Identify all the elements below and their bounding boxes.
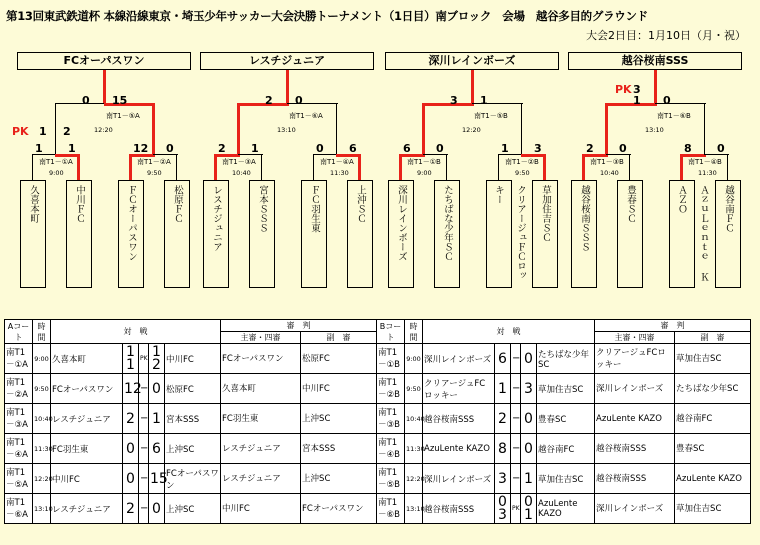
match-label-1-2: 南T1－②A (137, 158, 171, 166)
final-left-score-2: 2 (265, 94, 273, 107)
team-name: 深川レインボーズ (396, 185, 407, 261)
final-label-3: 南T1－⑤B (474, 112, 508, 120)
pk-marker (511, 404, 521, 434)
final-right-score-3: 1 (480, 94, 488, 107)
home-team: 越谷桜南SSS (423, 494, 495, 524)
pk-left-4: 3 (633, 83, 641, 96)
match-label-2-1: 南T1－③A (222, 158, 256, 166)
final-left-line-4 (606, 103, 657, 106)
away-team: たちばな少年SC (537, 344, 595, 374)
match-code: 南T1－③B (377, 404, 405, 434)
semi-left-stem-3 (422, 103, 425, 154)
home-score: 6 (495, 344, 511, 374)
pk-right-1: 2 (63, 125, 71, 138)
away-score-top: 1 (152, 343, 161, 360)
match-time-1-2: 9:50 (147, 169, 162, 177)
a-sub-ref-header: 副 審 (301, 332, 377, 344)
match-right-score-1-1: 1 (68, 142, 76, 155)
final-right-score-4: 0 (663, 94, 671, 107)
away-score-bottom: 2 (152, 356, 161, 373)
team-stem-4-3 (680, 154, 683, 180)
match-time-2-2: 11:30 (330, 169, 349, 177)
main-referee: レスチジュニア (221, 464, 301, 494)
final-stem-4 (654, 70, 657, 103)
sub-referee: 越谷南FC (675, 404, 751, 434)
match-right-score-3-1: 0 (436, 142, 444, 155)
champion-box-4: 越谷桜南SSS (568, 52, 742, 70)
champion-box-1: FCオーパスワン (17, 52, 191, 70)
final-left-line-1 (55, 103, 106, 104)
team-stem-1-1 (32, 154, 33, 180)
final-time-4: 13:10 (645, 126, 664, 134)
match-right-score-1-2: 0 (166, 142, 174, 155)
away-score: 15 (149, 464, 165, 494)
match-time: 12:20 (33, 464, 51, 494)
final-label-1: 南T1－⑤A (106, 112, 140, 120)
final-left-score-4: 1 (633, 94, 641, 107)
team-box-3-1 (388, 180, 414, 288)
away-team: 宮本SSS (165, 404, 221, 434)
team-stem-1-2 (77, 154, 80, 180)
schedule-row (377, 344, 751, 374)
match-right-score-2-2: 6 (349, 142, 357, 155)
pk-marker (139, 374, 149, 404)
home-score-top: 1 (126, 343, 135, 360)
match-label-1-1: 南T1－①A (39, 158, 73, 166)
match-code: 南T1－①B (377, 344, 405, 374)
schedule-row (5, 374, 377, 404)
main-referee: FC羽生東 (221, 404, 301, 434)
main-referee: AzuLente KAZO (595, 404, 675, 434)
team-box-1-3 (118, 180, 144, 288)
pk-marker (511, 374, 521, 404)
final-stem-2 (286, 70, 289, 103)
match-left-score-3-1: 6 (403, 142, 411, 155)
schedule-row (5, 404, 377, 434)
semi-left-stem-4 (605, 103, 608, 154)
b-court-header: Bコート (377, 320, 405, 344)
schedule-row (377, 434, 751, 464)
main-referee: 越谷桜南SSS (595, 434, 675, 464)
away-score: 0 (521, 434, 537, 464)
home-score: 2 (123, 494, 139, 524)
team-stem-2-2 (261, 154, 262, 180)
dash-separator: − (140, 503, 149, 514)
pk-marker (139, 464, 149, 494)
dash-separator: − (512, 413, 521, 424)
home-score: 3 (495, 464, 511, 494)
final-time-3: 12:20 (462, 126, 481, 134)
away-score (149, 344, 165, 374)
court-a-table (4, 319, 377, 524)
home-team: 深川レインボーズ (423, 344, 495, 374)
pk-marker (139, 434, 149, 464)
team-name: 宮本ＳＳＳ (257, 185, 268, 233)
a-time-header: 時間 (33, 320, 51, 344)
team-box-4-4 (715, 180, 741, 288)
b-main-ref-header: 主審・四審 (595, 332, 675, 344)
main-referee: クリアージュFCロッキー (595, 344, 675, 374)
team-stem-3-1 (399, 154, 402, 180)
match-code: 南T1－④A (5, 434, 33, 464)
pk-label-4: PK (615, 83, 632, 96)
home-score: 0 (123, 434, 139, 464)
main-referee: 深川レインボーズ (595, 494, 675, 524)
team-name: 草加住吉ＳＣ (540, 185, 551, 242)
dash-separator: − (140, 413, 149, 424)
team-name: ＡｚｕＬｅｎｔｅ ＫＡＺＯ (676, 185, 709, 282)
match-left-score-2-2: 0 (316, 142, 324, 155)
away-team: 草加住吉SC (537, 464, 595, 494)
a-referee-header: 審 判 (221, 320, 377, 332)
dash-separator: − (512, 443, 521, 454)
final-time-2: 13:10 (277, 126, 296, 134)
team-stem-2-4 (358, 154, 361, 180)
match-code: 南T1－③A (5, 404, 33, 434)
main-referee: レスチジュニア (221, 434, 301, 464)
home-team: クリアージュFCロッキー (423, 374, 495, 404)
away-score: 0 (149, 494, 165, 524)
team-name: クリアージュＦＣロッキー (493, 185, 526, 280)
home-team: 深川レインボーズ (423, 464, 495, 494)
main-referee: 中川FC (221, 494, 301, 524)
schedule-row (377, 494, 751, 524)
match-code: 南T1－⑤A (5, 464, 33, 494)
away-team: 豊春SC (537, 404, 595, 434)
home-score: 1 (495, 374, 511, 404)
team-stem-4-4 (727, 154, 728, 180)
home-team: FC羽生東 (51, 434, 123, 464)
schedule-row (377, 404, 751, 434)
champion-box-3: 深川レインボーズ (385, 52, 559, 70)
team-name: 中川ＦＣ (74, 185, 85, 223)
away-team: 草加住吉SC (537, 374, 595, 404)
match-label-3-1: 南T1－①B (407, 158, 441, 166)
schedule-row (5, 464, 377, 494)
away-score: 0 (521, 344, 537, 374)
team-box-4-3 (669, 180, 709, 288)
team-box-2-4 (347, 180, 373, 288)
team-name: 越谷桜南ＳＳＳ (579, 185, 590, 252)
match-time-2-1: 10:40 (232, 169, 251, 177)
home-team: FCオーパスワン (51, 374, 123, 404)
away-score (521, 494, 537, 524)
court-b-table (376, 319, 751, 524)
match-right-score-4-2: 0 (717, 142, 725, 155)
match-time-4-2: 11:30 (698, 169, 717, 177)
home-score: 2 (123, 404, 139, 434)
sub-referee: たちばな少年SC (675, 374, 751, 404)
match-left-score-4-1: 2 (586, 142, 594, 155)
team-name: 上沖ＳＣ (355, 185, 366, 223)
final-left-line-3 (423, 103, 474, 106)
dash-separator: − (512, 473, 521, 484)
home-team: レスチジュニア (51, 494, 123, 524)
schedule-row (377, 374, 751, 404)
pk-marker: PK (139, 344, 149, 374)
match-time-4-1: 10:40 (600, 169, 619, 177)
sub-referee: 草加住吉SC (675, 344, 751, 374)
away-score: 6 (149, 434, 165, 464)
team-box-2-2 (249, 180, 275, 288)
away-team: AzuLente KAZO (537, 494, 595, 524)
main-referee: 越谷桜南SSS (595, 464, 675, 494)
a-court-header: Aコート (5, 320, 33, 344)
match-label-4-1: 南T1－③B (590, 158, 624, 166)
home-score-top: 0 (498, 493, 507, 510)
b-time-header: 時間 (405, 320, 423, 344)
dash-separator: − (140, 443, 149, 454)
pk-marker (139, 494, 149, 524)
away-score: 0 (149, 374, 165, 404)
final-stem-1 (103, 70, 106, 103)
match-time: 9:00 (405, 344, 423, 374)
sub-referee: AzuLente KAZO (675, 464, 751, 494)
b-match-header: 対 戦 (423, 320, 595, 344)
home-score-bottom: 1 (126, 356, 135, 373)
match-right-score-3-2: 3 (534, 142, 542, 155)
match-code: 南T1－⑤B (377, 464, 405, 494)
team-name: 松原ＦＣ (172, 185, 183, 223)
team-name: 越谷南ＦＣ (723, 185, 734, 233)
team-stem-1-3 (129, 154, 132, 180)
team-box-3-3 (486, 180, 526, 288)
final-right-score-1: 15 (112, 94, 128, 107)
b-sub-ref-header: 副 審 (675, 332, 751, 344)
final-label-4: 南T1－⑥B (657, 112, 691, 120)
team-name: 豊春ＳＣ (625, 185, 636, 223)
away-score: 1 (521, 464, 537, 494)
match-right-score-4-1: 0 (619, 142, 627, 155)
away-team: 越谷南FC (537, 434, 595, 464)
match-time-1-1: 9:00 (49, 169, 64, 177)
team-name: レスチジュニア (211, 185, 222, 252)
match-time-3-2: 9:50 (515, 169, 530, 177)
team-stem-3-2 (446, 154, 447, 180)
a-match-header: 対 戦 (51, 320, 221, 344)
team-box-1-2 (66, 180, 92, 288)
match-time: 9:50 (405, 374, 423, 404)
team-box-2-3 (301, 180, 327, 288)
away-team: 松原FC (165, 374, 221, 404)
match-time: 11:30 (33, 434, 51, 464)
schedule-row (5, 434, 377, 464)
team-box-2-1 (203, 180, 229, 288)
semi-right-stem-3 (521, 103, 522, 154)
sub-referee: 宮本SSS (301, 434, 377, 464)
page-title: 第13回東武鉄道杯 本線沿線東京・埼玉少年サッカー大会決勝トーナメント（1日目）南ブロック 会場 越谷多目的グラウンド (6, 9, 648, 23)
team-box-4-1 (571, 180, 597, 288)
away-team: 上沖SC (165, 494, 221, 524)
final-label-2: 南T1－⑥A (289, 112, 323, 120)
match-left-score-1-2: 12 (133, 142, 149, 155)
home-team: AzuLente KAZO (423, 434, 495, 464)
team-box-1-1 (20, 180, 46, 288)
team-stem-4-2 (629, 154, 630, 180)
team-stem-2-3 (313, 154, 314, 180)
team-stem-4-1 (582, 154, 585, 180)
page-subtitle: 大会2日目：1月10日（月・祝） (586, 29, 746, 42)
team-box-3-2 (434, 180, 460, 288)
sub-referee: 上沖SC (301, 404, 377, 434)
home-score: 0 (123, 464, 139, 494)
match-time: 10:40 (405, 404, 423, 434)
semi-left-stem-2 (237, 103, 240, 154)
final-left-score-1: 0 (82, 94, 90, 107)
match-label-2-2: 南T1－④A (320, 158, 354, 166)
team-stem-3-4 (543, 154, 546, 180)
team-stem-1-4 (176, 154, 177, 180)
schedule-row (5, 344, 377, 374)
dash-separator: − (140, 473, 149, 484)
away-score-bottom: 1 (524, 506, 533, 523)
team-box-3-4 (532, 180, 558, 288)
main-referee: FCオーパスワン (221, 344, 301, 374)
away-team: FCオーパスワン (165, 464, 221, 494)
pk-left-1: 1 (39, 125, 47, 138)
match-label-3-2: 南T1－②B (505, 158, 539, 166)
sub-referee: 中川FC (301, 374, 377, 404)
match-code: 南T1－②B (377, 374, 405, 404)
home-score (495, 494, 511, 524)
team-name: ＦＣ羽生東 (309, 185, 320, 233)
home-team: 中川FC (51, 464, 123, 494)
sub-referee: 草加住吉SC (675, 494, 751, 524)
sub-referee: FCオーパスワン (301, 494, 377, 524)
final-left-score-3: 3 (450, 94, 458, 107)
pk-marker (511, 434, 521, 464)
match-time-3-1: 9:00 (417, 169, 432, 177)
sub-referee: 上沖SC (301, 464, 377, 494)
match-time: 13:10 (405, 494, 423, 524)
main-referee: 深川レインボーズ (595, 374, 675, 404)
match-right-score-2-1: 1 (251, 142, 259, 155)
final-left-line-2 (238, 103, 289, 106)
match-code: 南T1－⑥A (5, 494, 33, 524)
semi-left-stem-1 (55, 103, 56, 154)
sub-referee: 豊春SC (675, 434, 751, 464)
team-name: 久喜本町 (28, 185, 39, 223)
match-code: 南T1－②A (5, 374, 33, 404)
home-team: 越谷桜南SSS (423, 404, 495, 434)
match-time: 11:30 (405, 434, 423, 464)
pk-marker (139, 404, 149, 434)
pk-marker: PK (511, 494, 521, 524)
schedule-row (377, 464, 751, 494)
b-referee-header: 審 判 (595, 320, 751, 332)
home-team: 久喜本町 (51, 344, 123, 374)
away-score: 0 (521, 404, 537, 434)
match-left-score-1-1: 1 (35, 142, 43, 155)
home-score-bottom: 3 (498, 506, 507, 523)
team-box-1-4 (164, 180, 190, 288)
dash-separator: − (140, 383, 149, 394)
match-left-score-4-2: 8 (684, 142, 692, 155)
match-left-score-3-2: 1 (501, 142, 509, 155)
pk-marker (511, 344, 521, 374)
final-right-score-2: 0 (295, 94, 303, 107)
semi-right-stem-2 (336, 103, 337, 154)
semi-right-stem-4 (704, 103, 705, 154)
champion-box-2: レスチジュニア (200, 52, 374, 70)
final-time-1: 12:20 (94, 126, 113, 134)
away-score: 1 (149, 404, 165, 434)
match-time: 9:50 (33, 374, 51, 404)
match-code: 南T1－①A (5, 344, 33, 374)
schedule-row (5, 494, 377, 524)
home-team: レスチジュニア (51, 404, 123, 434)
match-left-score-2-1: 2 (218, 142, 226, 155)
away-team: 中川FC (165, 344, 221, 374)
home-score: 2 (495, 404, 511, 434)
match-time: 10:40 (33, 404, 51, 434)
home-score (123, 344, 139, 374)
team-box-4-2 (617, 180, 643, 288)
match-label-4-2: 南T1－④B (688, 158, 722, 166)
match-time: 9:00 (33, 344, 51, 374)
team-name: たちばな少年ＳＣ (442, 185, 453, 261)
team-name: ＦＣオーパスワン (126, 185, 137, 261)
away-score-top: 0 (524, 493, 533, 510)
home-score: 12 (123, 374, 139, 404)
semi-right-stem-1 (152, 103, 155, 154)
match-code: 南T1－⑥B (377, 494, 405, 524)
away-team: 上沖SC (165, 434, 221, 464)
main-referee: 久喜本町 (221, 374, 301, 404)
sub-referee: 松原FC (301, 344, 377, 374)
a-main-ref-header: 主審・四審 (221, 332, 301, 344)
dash-separator: − (512, 383, 521, 394)
away-score: 3 (521, 374, 537, 404)
team-stem-2-1 (214, 154, 217, 180)
match-code: 南T1－④B (377, 434, 405, 464)
match-time: 13:10 (33, 494, 51, 524)
home-score: 8 (495, 434, 511, 464)
dash-separator: − (512, 353, 521, 364)
pk-marker (511, 464, 521, 494)
match-time: 12:20 (405, 464, 423, 494)
final-stem-3 (471, 70, 474, 103)
pk-label-1: PK (12, 125, 29, 138)
team-stem-3-3 (498, 154, 499, 180)
